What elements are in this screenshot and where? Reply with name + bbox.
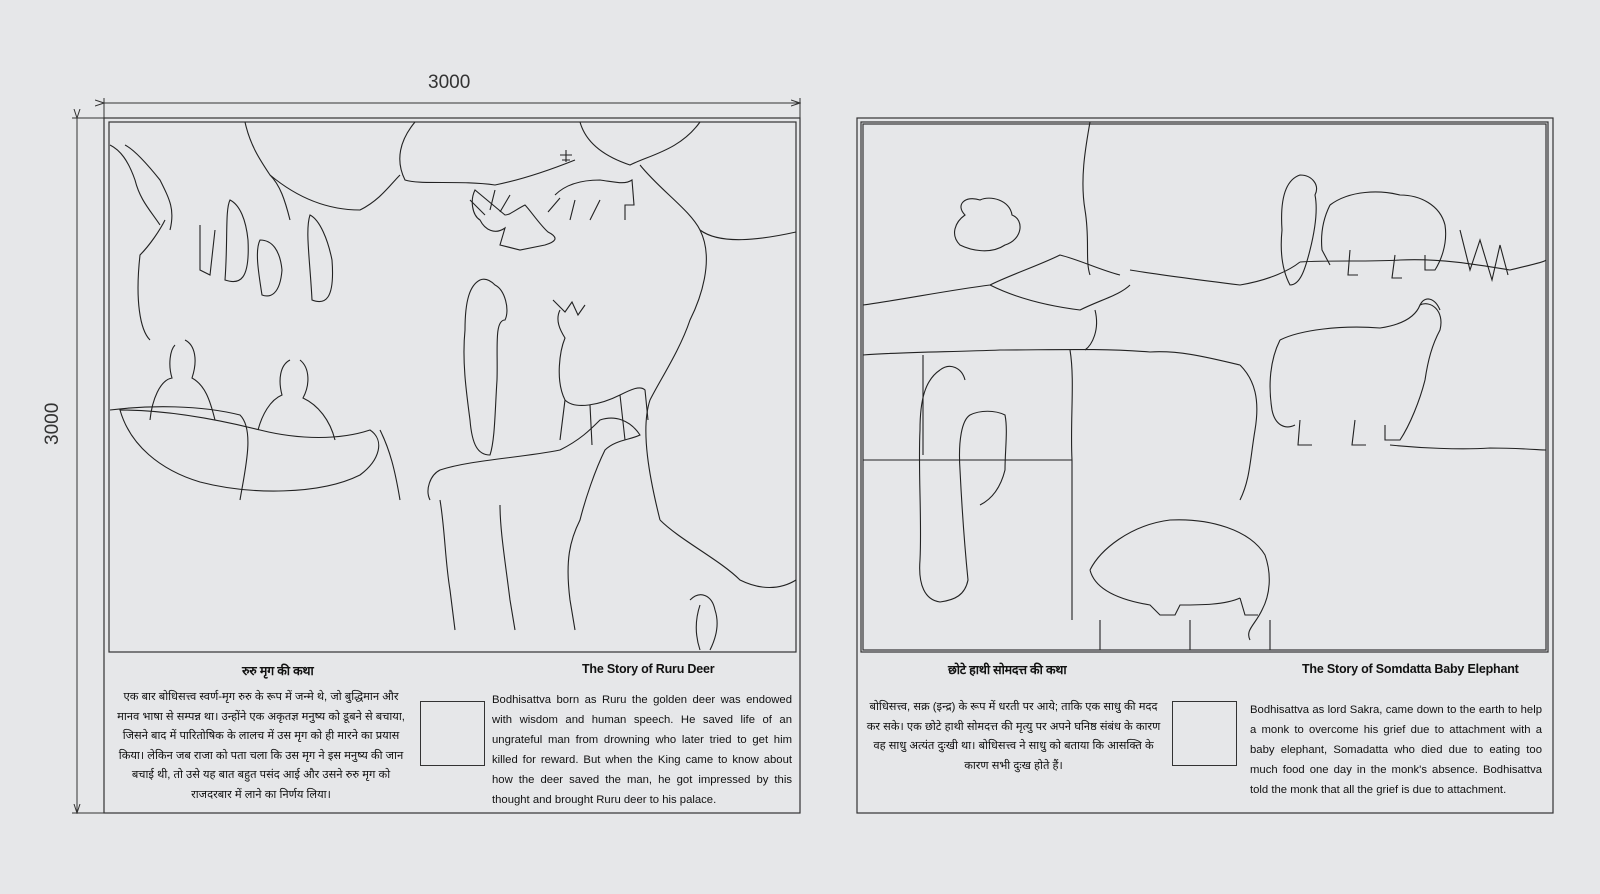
right-hindi-story-text: बोधिसत्त्व, सक्र (इन्द्र) के रूप में धरती पर आये; ताकि एक साधु की मदद कर सके। एक छोटे हाथी सोमदत्त की मृत्यु पर अपने घनिष्ठ संबंध के कारण वह साधु अत्यंत दुःखी था। बोधिसत्त्व ने साधु को बताया कि आसक्ति के कारण सभी दुःख होते हैं। [866,701,1161,772]
right-english-story-text: Bodhisattva as lord Sakra, came down to the earth to help a monk to overcome his grief due to attachment with a baby elephant, Somadatta who died due to eating too much food one day in the monk's absence. Bodhisattva told the monk that all the grief is due to attachment. [1250,704,1542,796]
right-english-title: The Story of Somdatta Baby Elephant [1302,662,1519,676]
right-panel-artwork [863,122,1546,650]
height-dimension-label: 3000 [42,402,63,445]
left-english-story-text: Bodhisattva born as Ruru the golden deer was endowed with wisdom and human speech. He saved life of an ungrateful man from drowning who later tried to get him killed for reward. But when the King came to know about how the deer saved the man, he got impressed by this thought and brought Ruru deer to his palace. [492,694,792,806]
left-image-placeholder [420,701,485,766]
left-panel-artwork [110,122,796,650]
left-hindi-title: रुरु मृग की कथा [242,664,314,678]
right-image-placeholder [1172,701,1237,766]
right-hindi-title: छोटे हाथी सोमदत्त की कथा [948,663,1067,677]
left-english-title: The Story of Ruru Deer [582,662,715,676]
height-dimension-line [72,118,104,813]
left-hindi-story-text: एक बार बोधिसत्त्व स्वर्ण-मृग रुरु के रूप में जन्मे थे, जो बुद्धिमान और मानव भाषा से सम्पन्न था। उन्होंने एक अकृतज्ञ मनुष्य को डूबने से बचाया, जिसने बाद में पारितोषिक के लालच में उस मृग को ही मारने का प्रयास किया। लेकिन जब राजा को पता चला कि उस मृग ने इस मनुष्य की जान बचाई थी, तो उसे यह बात बहुत पसंद आई और उसने रुरु मृग को राजदरबार में लाने का निर्णय लिया। [117,691,405,801]
width-dimension-label: 3000 [428,72,471,93]
width-dimension-line [104,98,800,118]
